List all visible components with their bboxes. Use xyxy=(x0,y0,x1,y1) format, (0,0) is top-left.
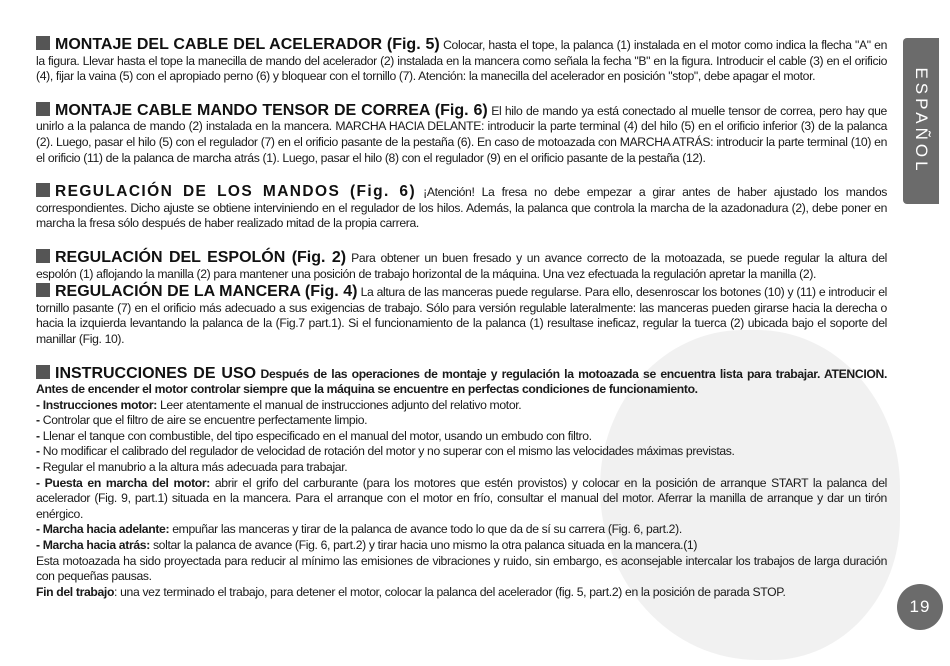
instruction-text: soltar la palanca de avance (Fig. 6, part.2) y tirar hacia uno mismo la otra palanca situada en la mancera.(1) xyxy=(149,538,698,553)
instruction-label: - Marcha hacia atrás: xyxy=(36,538,150,553)
section-heading: REGULACIÓN DE LA MANCERA (Fig. 4) xyxy=(55,283,358,301)
instruction-text: No modificar el calibrado del regulador de velocidad de rotación del motor y no superar con el mismo las velocidades máximas previstas. xyxy=(39,444,735,459)
section-bullet-icon xyxy=(36,249,50,263)
section-body: ¡Atención! La fresa no debe empezar a girar antes de haber ajustado los mandos correspondientes. Dicho ajuste se obtiene interviniendo en el regulador de los hilos. Además, la palanca que controla la marcha de la azadonadura (2), debe poner en marcha la fresa sólo después de haber realizado mitad de la propia carrera. xyxy=(36,185,888,231)
section-bullet-icon xyxy=(36,102,50,116)
section-body: La altura de las manceras puede regularse. Para ello, desenroscar los botones (10) y (11) e introducir el tornillo pasante (7) en el orificio más adecuado a sus exigencias de trabajo. Sólo para versión regulable lateralmente: las manceras pueden girarse hacia la derecha o hacia la izquierda levantando la palanca de la (Fig.7 part.1). Si el funcionamiento de la palanca (1) resultase ineficaz, regular la tuerca (2) ubicada bajo el soporte del manillar (Fig. 10). xyxy=(36,285,887,346)
language-tab xyxy=(903,38,939,204)
instruction-item xyxy=(36,460,887,476)
section-heading: REGULACIÓN DEL ESPOLÓN (Fig. 2) xyxy=(55,248,347,266)
instruction-text: Regular el manubrio a la altura más adecuada para trabajar. xyxy=(39,460,348,475)
section-accelerator-cable xyxy=(36,36,887,85)
instruction-item xyxy=(36,444,887,460)
section-body: El hilo de mando ya está conectado al muelle tensor de correa, pero hay que unirlo a la palanca de mando (2) instalada en la mancera. MARCHA HACIA DELANTE: introducir la parte terminal (4) del hilo (5) en el orificio inferior (3) de la palanca (2). Luego, pasar el hilo (5) con el regulador (7) en el orificio pasante de la pestaña (6). En caso de motoazada con MARCHA ATRÁS: introducir la parte terminal (10) en el orificio (11) de la palanca de marcha atrás (1). Luego, pasar el hilo (8) con el regulador (9) en el orificio pasante de la pestaña (12). xyxy=(36,103,887,165)
instruction-text: Controlar que el filtro de aire se encuentre perfectamente limpio. xyxy=(39,413,368,428)
instruction-text: Leer atentamente el manual de instrucciones adjunto del relativo motor. xyxy=(156,397,522,412)
section-usage-instructions xyxy=(36,365,887,601)
section-heading: REGULACIÓN DE LOS MANDOS (Fig. 6) xyxy=(55,183,417,201)
instruction-label: - xyxy=(36,444,40,459)
instruction-item xyxy=(36,413,887,429)
instruction-item xyxy=(36,398,887,414)
language-label: ESPAÑOL xyxy=(912,67,931,175)
instruction-item xyxy=(36,522,887,538)
instruction-item xyxy=(36,429,887,445)
instruction-label: - xyxy=(36,460,40,475)
section-controls-adjustment xyxy=(36,183,887,232)
section-bullet-icon xyxy=(36,283,50,297)
instruction-label: - xyxy=(36,413,40,428)
instruction-text: Llenar el tanque con combustible, del tipo especificado en el manual del motor, usando un embudo con filtro. xyxy=(39,428,592,443)
instruction-text: : una vez terminado el trabajo, para detener el motor, colocar la palanca del acelerador (fig. 5, part.2) en la posición de parada STOP. xyxy=(114,584,786,599)
section-handlebar-adjustment xyxy=(36,283,887,347)
section-bullet-icon xyxy=(36,365,50,379)
instruction-text: abrir el grifo del carburante (para los motores que estén provistos) y colocar en la posición de arranque START la palanca del acelerador (Fig. 9, part.1) situada en la mancera. Para el arranque con el motor en frío, consultar el manual del motor. Aferrar la manilla de arranque y dar un tirón enérgico. xyxy=(36,475,887,521)
instruction-item xyxy=(36,585,887,601)
instruction-label: - Instrucciones motor: xyxy=(36,397,157,412)
instruction-label: - xyxy=(36,428,40,443)
instruction-label: - Marcha hacia adelante: xyxy=(36,522,170,537)
section-belt-tensioner-cable xyxy=(36,102,887,166)
section-bullet-icon xyxy=(36,36,50,50)
section-spur-adjustment xyxy=(36,249,887,282)
section-body: Para obtener un buen fresado y un avance correcto de la motoazada, se puede regular la altura del espolón (1) aflojando la manilla (2) para mantener una posición de trabajo horizontal de la máquina. Una vez efectuada la regulación apretar la manilla (2). xyxy=(36,250,888,281)
section-bullet-icon xyxy=(36,183,50,197)
instruction-text: empuñar las manceras y tirar de la palanca de avance todo lo que da de sí su carrera (Fig. 6, part.2). xyxy=(169,522,682,537)
instruction-text: Esta motoazada ha sido proyectada para reducir al mínimo las emisiones de vibraciones y ruido, sin embargo, es aconsejable intercalar los trabajos de larga duración con pequeñas pausas. xyxy=(36,553,887,584)
section-heading: INSTRUCCIONES DE USO xyxy=(55,364,257,382)
section-intro: Después de las operaciones de montaje y regulación la motoazada se encuentra lista para trabajar. ATENCION. Antes de encender el motor controlar siempre que la máquina se encuentre en perfectas condiciones de funcionamiento. xyxy=(36,366,887,397)
instruction-label: - Puesta en marcha del motor: xyxy=(36,475,210,490)
section-body: Colocar, hasta el tope, la palanca (1) instalada en el motor como indica la flecha "A" en la figura. Llevar hasta el tope la manecilla de mando del acelerador (2) instalada en la mancera como señala la fecha "B" en la figura. Introducir el cable (3) en el orificio (4), fijar la vaina (5) con el apropiado perno (6) y bloquear con el tornillo (7). Atención: la manecilla del acelerador en posición "stop", debe apagar el motor. xyxy=(36,38,887,84)
instruction-item xyxy=(36,538,887,554)
instruction-item xyxy=(36,476,887,523)
section-heading: MONTAJE DEL CABLE DEL ACELERADOR (Fig. 5) xyxy=(55,36,440,53)
manual-content xyxy=(36,36,887,617)
page-number: 19 xyxy=(897,584,943,630)
instruction-label: Fin del trabajo xyxy=(36,584,115,599)
instruction-item xyxy=(36,554,887,585)
section-heading: MONTAJE CABLE MANDO TENSOR DE CORREA (Fig. 6) xyxy=(55,101,488,119)
